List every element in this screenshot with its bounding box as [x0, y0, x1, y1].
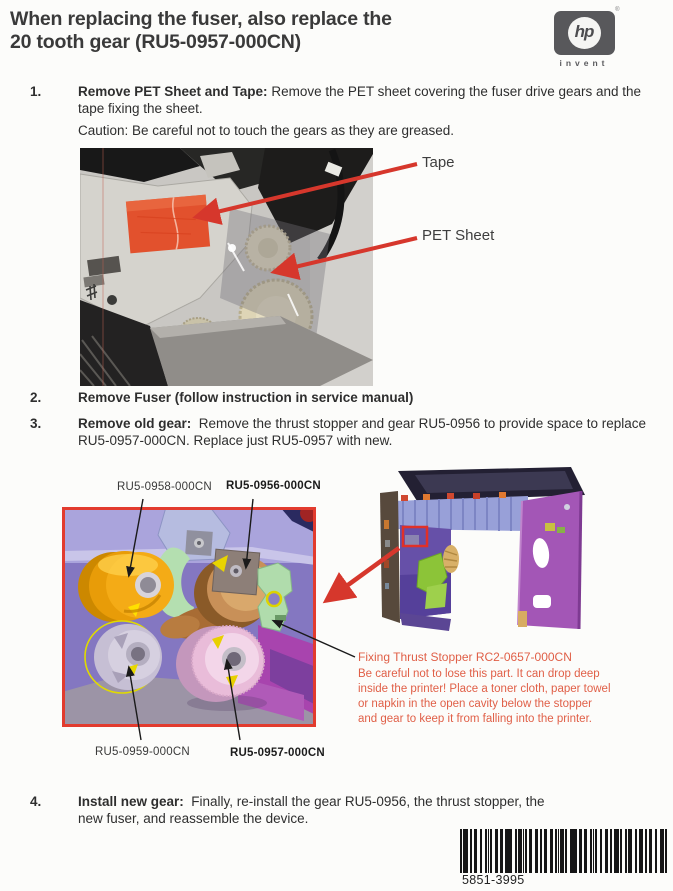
- hp-logo-tagline: invent: [559, 58, 609, 68]
- step-4-text: Finally, re-install the gear RU5-0956, the thrust stopper, the new fuser, and reassemble the device.: [78, 794, 545, 826]
- printer-chassis-figure: [375, 465, 650, 645]
- barcode-label: 5851-3995: [462, 873, 525, 887]
- step-3-text: Remove the thrust stopper and gear RU5-0956 to provide space to replace RU5-0957-000CN. Replace just RU5-0957 with new.: [78, 416, 647, 448]
- hp-logo-box: [554, 7, 620, 55]
- step-1-text: Remove the PET sheet covering the fuser drive gears and the tape fixing the sheet.: [78, 84, 642, 116]
- barcode: [460, 829, 670, 873]
- step-2-heading: Remove Fuser (follow instruction in service manual): [78, 390, 414, 405]
- step-1-caution: Caution: Be careful not to touch the gears as they are greased.: [78, 123, 454, 138]
- step-2: [30, 390, 643, 407]
- gear-0958-label: RU5-0958-000CN: [117, 481, 212, 493]
- tape-label: Tape: [422, 154, 455, 171]
- step-3: [30, 416, 653, 449]
- stopper-label: Fixing Thrust Stopper RC2-0657-000CN: [358, 650, 572, 664]
- gear-0956-label: RU5-0956-000CN: [226, 480, 321, 492]
- step-3-heading: Remove old gear:: [78, 416, 192, 431]
- step-1: [30, 84, 643, 117]
- step-1-heading: Remove PET Sheet and Tape:: [78, 84, 268, 99]
- step-3-number: 3.: [30, 416, 42, 431]
- gear-0959-label: RU5-0959-000CN: [95, 746, 190, 758]
- pet-sheet-label: PET Sheet: [422, 227, 495, 244]
- hp-logo-text: hp: [574, 22, 594, 41]
- hp-logo-circle: [568, 17, 601, 49]
- step-1-number: 1.: [30, 84, 42, 99]
- hp-trademark-icon: ®: [615, 7, 620, 13]
- step-2-number: 2.: [30, 390, 42, 405]
- step-4-heading: Install new gear:: [78, 794, 184, 809]
- step-4: [30, 794, 558, 827]
- fuser-photo: [80, 148, 373, 386]
- page-title: [10, 8, 550, 54]
- step-4-number: 4.: [30, 794, 42, 809]
- stopper-note: Be careful not to lose this part. It can drop deep inside the printer! Place a toner cloth, paper towel or napkin in the open cavity below the stopper and gear to keep it from falling into the printer.: [358, 668, 611, 725]
- hp-logo: [551, 7, 620, 68]
- gear-diagram: [62, 507, 316, 727]
- page-title-line1: When replacing the fuser, also replace the: [10, 8, 392, 30]
- page-title-line2: 20 tooth gear (RU5-0957-000CN): [10, 31, 301, 53]
- gear-0957-label: RU5-0957-000CN: [230, 747, 325, 759]
